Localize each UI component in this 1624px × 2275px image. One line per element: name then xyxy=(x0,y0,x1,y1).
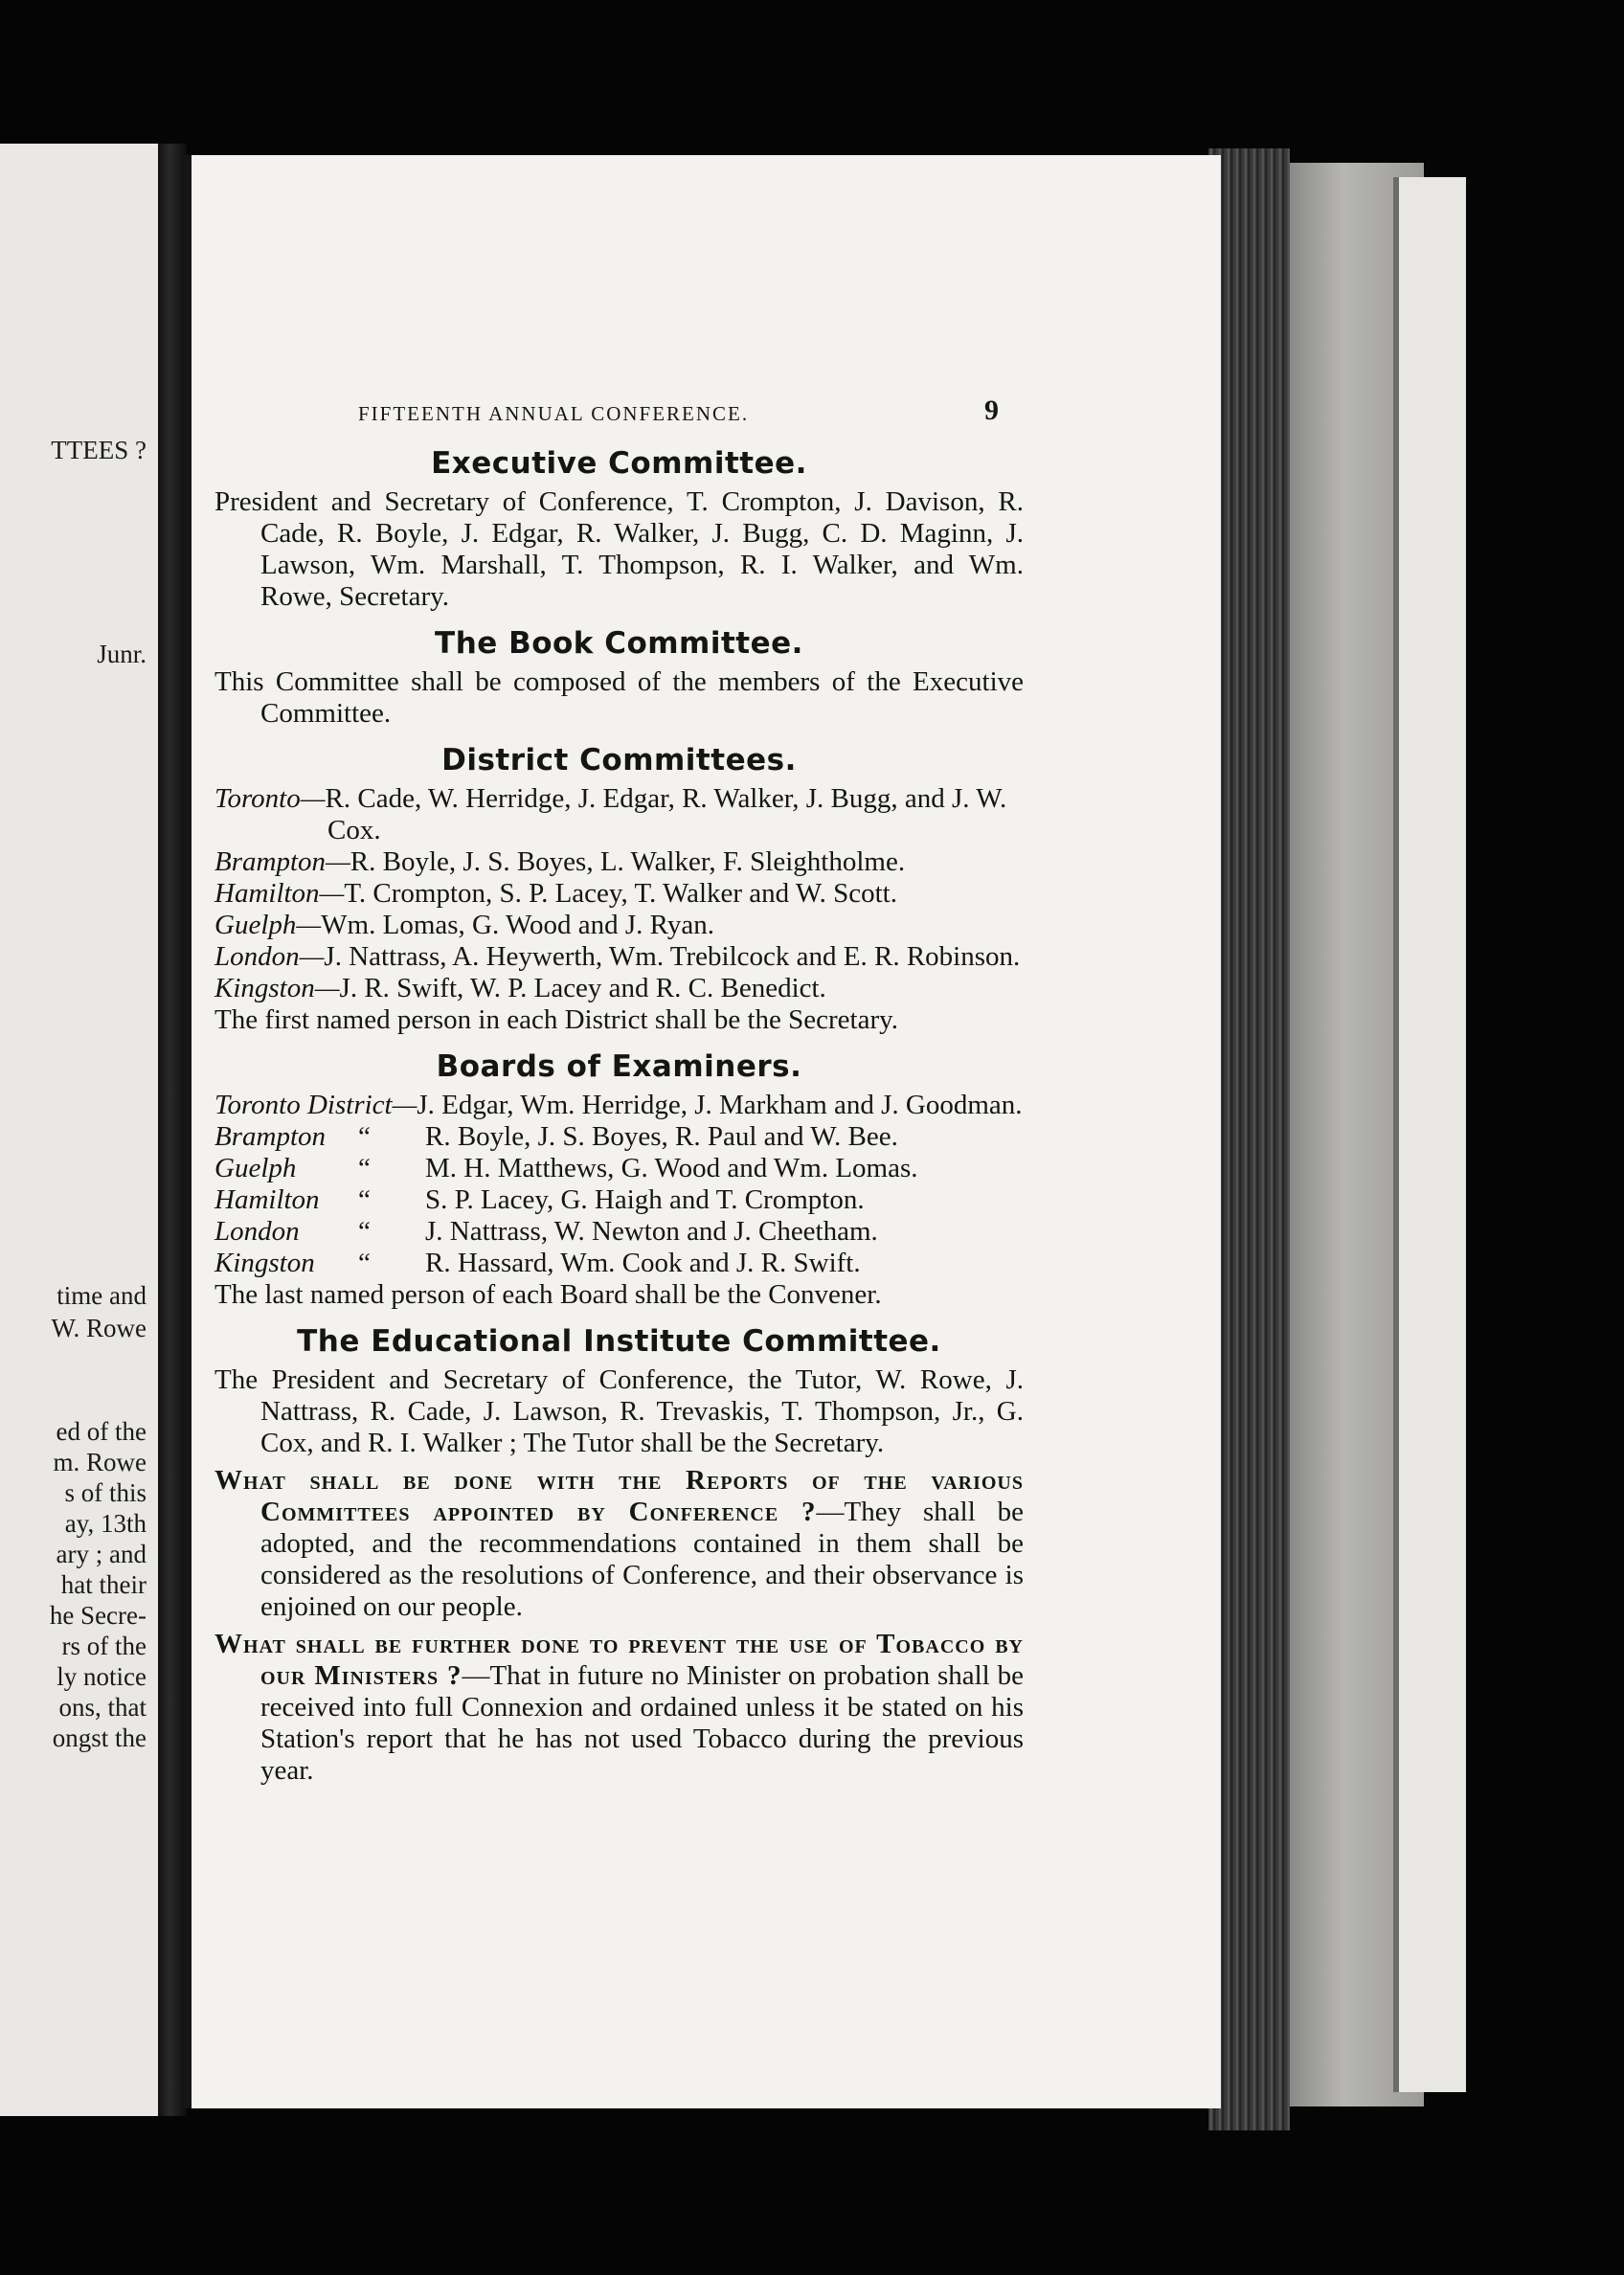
left-fragment-text: ed of the xyxy=(56,1417,147,1446)
board-names: R. Hassard, Wm. Cook and J. R. Swift. xyxy=(425,1248,861,1278)
left-fragment-text: he Secre- xyxy=(49,1601,147,1630)
district-names: J. Nattrass, A. Heywerth, Wm. Trebilcock and E. R. Robinson. xyxy=(324,941,1021,972)
book-cover-inner xyxy=(1393,177,1466,2092)
boards-note: The last named person of each Board shall be the Convener. xyxy=(214,1279,882,1310)
district-names: T. Crompton, S. P. Lacey, T. Walker and W. Scott. xyxy=(344,878,897,909)
left-fragment-text: Junr. xyxy=(97,640,147,668)
district-names: R. Boyle, J. S. Boyes, L. Walker, F. Sleightholme. xyxy=(350,846,906,877)
question-text: What shall be done with the Reports of the various Committees appointed by Conference ? xyxy=(214,1465,1024,1527)
educational-text: The President and Secretary of Conference, the Tutor, W. Rowe, J. Nattrass, R. Cade, J. Lawson, R. Trevaskis, T. Thompson, Jr., G. Cox, and R. I. Walker ; The Tutor shall be the Secretary. xyxy=(214,1364,1024,1458)
book-heading: The Book Committee. xyxy=(435,626,803,661)
answer-text: —That in future no Minister on probation shall be received into full Connexion and ordained unless it be stated on his Station's report that he has not used Tobacco during the previous year. xyxy=(260,1660,1024,1786)
board-row xyxy=(214,1184,1024,1216)
board-place: Guelph xyxy=(214,1153,297,1183)
question-tobacco xyxy=(214,1629,1024,1787)
board-row xyxy=(214,1121,1024,1153)
left-fragment-text: hat their xyxy=(60,1570,147,1599)
left-fragment-text: TTEES ? xyxy=(51,436,147,464)
ditto-mark: “ xyxy=(358,1121,371,1152)
ditto-mark: “ xyxy=(358,1184,371,1215)
board-place: Kingston xyxy=(214,1248,315,1278)
left-fragment-text: W. Rowe xyxy=(51,1314,147,1342)
board-names: S. P. Lacey, G. Haigh and T. Crompton. xyxy=(425,1184,865,1215)
district-place: Kingston— xyxy=(214,973,340,1003)
district-place: Guelph— xyxy=(214,910,322,940)
left-fragment-text: ons, that xyxy=(58,1693,147,1722)
district-place: Toronto— xyxy=(214,783,326,814)
question-reports xyxy=(214,1465,1024,1623)
district-names: R. Cade, W. Herridge, J. Edgar, R. Walker, J. Bugg, and J. W. Cox. xyxy=(325,783,1007,845)
board-place: Brampton xyxy=(214,1121,326,1152)
district-entry xyxy=(214,910,1024,941)
left-fragment-text: s of this xyxy=(64,1478,147,1507)
district-names: Wm. Lomas, G. Wood and J. Ryan. xyxy=(321,910,714,940)
boards-heading: Boards of Examiners. xyxy=(436,1049,802,1084)
answer-text: —They shall be adopted, and the recommendations contained in them shall be considered as the resolutions of Conference, and their observance is enjoined on our people. xyxy=(260,1497,1024,1622)
district-place: Brampton— xyxy=(214,846,350,877)
board-row-first xyxy=(214,1090,1024,1121)
board-names: J. Nattrass, W. Newton and J. Cheetham. xyxy=(425,1216,878,1247)
district-place: London— xyxy=(214,941,325,972)
running-head xyxy=(214,394,1024,433)
board-row xyxy=(214,1153,1024,1184)
district-names: J. R. Swift, W. P. Lacey and R. C. Benedict. xyxy=(339,973,826,1003)
left-fragment-text: ay, 13th xyxy=(64,1509,147,1538)
board-names: R. Boyle, J. S. Boyes, R. Paul and W. Bee. xyxy=(425,1121,898,1152)
book-text: This Committee shall be composed of the members of the Executive Committee. xyxy=(214,666,1024,729)
district-entry xyxy=(214,846,1024,878)
executive-text: President and Secretary of Conference, T. Crompton, J. Davison, R. Cade, R. Boyle, J. Edgar, R. Walker, J. Bugg, C. D. Maginn, J. Lawson, Wm. Marshall, T. Thompson, R. I. Walker, and Wm. Rowe, Secretary. xyxy=(214,486,1024,612)
book-gutter xyxy=(158,144,187,2116)
district-entry xyxy=(214,941,1024,973)
question-text: What shall be further done to prevent the use of Tobacco by our Ministers ? xyxy=(214,1629,1024,1691)
board-names: J. Edgar, Wm. Herridge, J. Markham and J. Goodman. xyxy=(417,1090,1023,1120)
district-entry xyxy=(214,783,1024,846)
board-row xyxy=(214,1216,1024,1248)
district-place: Hamilton— xyxy=(214,878,345,909)
ditto-mark: “ xyxy=(358,1248,371,1278)
left-fragment-text: ly notice xyxy=(56,1662,147,1691)
district-entry xyxy=(214,973,1024,1004)
running-head-title: FIFTEENTH ANNUAL CONFERENCE. xyxy=(358,402,750,425)
educational-heading: The Educational Institute Committee. xyxy=(297,1324,941,1359)
ditto-mark: “ xyxy=(358,1153,371,1183)
board-row xyxy=(214,1248,1024,1279)
right-page xyxy=(184,155,1221,2108)
board-place: London xyxy=(214,1216,300,1247)
left-fragment-text: m. Rowe xyxy=(53,1448,147,1476)
district-entry xyxy=(214,878,1024,910)
board-place: Hamilton xyxy=(214,1184,320,1215)
district-heading: District Committees. xyxy=(441,743,797,777)
board-place: Toronto District— xyxy=(214,1090,417,1120)
left-fragment-text: time and xyxy=(56,1281,147,1310)
page-content xyxy=(214,394,1024,1787)
left-fragment-text: rs of the xyxy=(61,1632,147,1660)
district-note: The first named person in each District shall be the Secretary. xyxy=(214,1004,898,1035)
left-fragment-text: ongst the xyxy=(52,1723,147,1752)
executive-heading: Executive Committee. xyxy=(431,446,807,481)
board-first-line xyxy=(214,1090,1024,1121)
left-page-fragment xyxy=(0,144,164,2116)
page-number: 9 xyxy=(984,394,1001,426)
left-fragment-text: ary ; and xyxy=(56,1540,147,1568)
ditto-mark: “ xyxy=(358,1216,371,1247)
board-names: M. H. Matthews, G. Wood and Wm. Lomas. xyxy=(425,1153,918,1183)
